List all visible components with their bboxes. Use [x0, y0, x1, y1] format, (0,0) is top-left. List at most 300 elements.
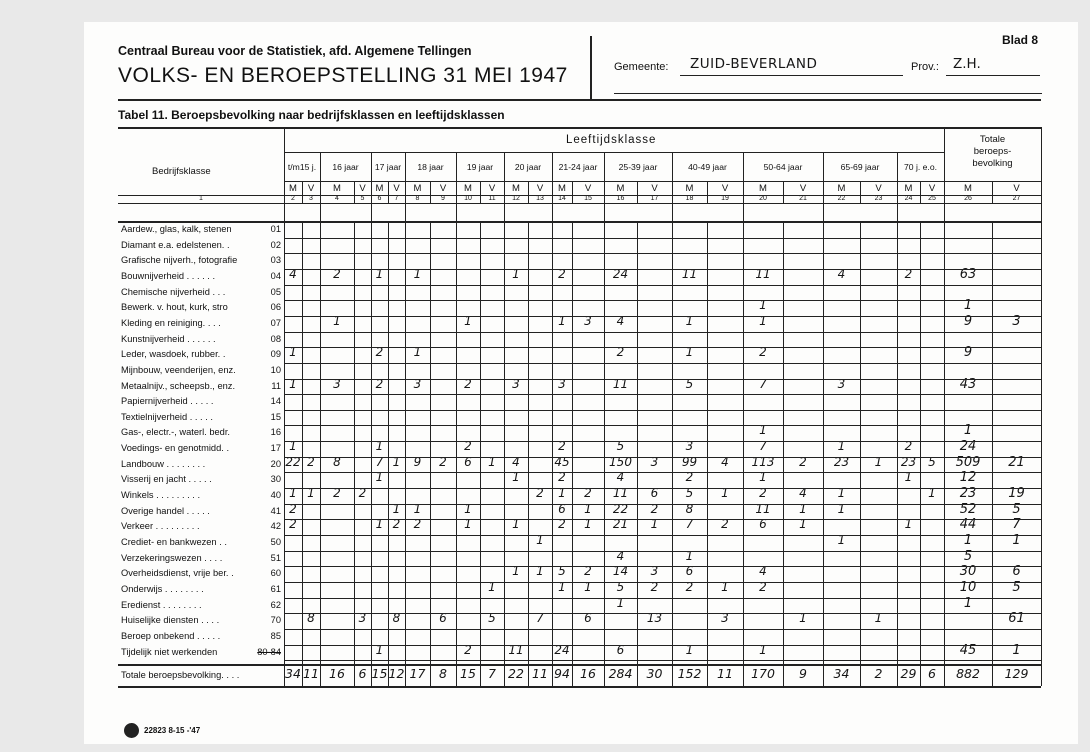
sex-label-v: V [928, 183, 936, 194]
total-value: 30 [646, 666, 663, 682]
cell-value: 1 [289, 486, 297, 501]
cell-value: 6 [759, 517, 767, 532]
cell-value: 11 [755, 501, 771, 516]
column-number: 17 [650, 195, 659, 202]
cell-value: 1 [685, 548, 694, 563]
cell-value: 2 [375, 376, 384, 391]
row-code: 07 [270, 317, 281, 328]
bureau-line: Centraal Bureau voor de Statistiek, afd. Algemene Tellingen [118, 44, 472, 58]
row-label: Bewerk. v. hout, kurk, stro [121, 302, 228, 313]
table-rule-h [284, 253, 1041, 254]
cell-value: 1 [307, 486, 315, 501]
sex-label-m: M [558, 183, 566, 194]
row-code: 16 [270, 427, 281, 438]
cell-value: 2 [904, 439, 913, 454]
row-code: 61 [270, 583, 281, 594]
column-number: 2 [291, 195, 295, 202]
sex-label-m: M [685, 183, 694, 194]
row-code: 14 [270, 396, 281, 407]
cell-value: 2 [307, 454, 315, 469]
table-rule-h [284, 379, 1041, 380]
table-rule-v [860, 181, 861, 203]
row-label: Textielnijverheid . . . . . [121, 411, 213, 422]
table-rule-h [118, 127, 1041, 129]
cell-value: 23 [900, 454, 917, 469]
cell-value: 5 [616, 439, 625, 454]
row-code: 70 [270, 615, 281, 626]
cell-value: 3 [512, 376, 520, 391]
cell-value: 1 [584, 517, 592, 532]
row-code: 10 [270, 364, 281, 375]
cell-value: 1 [963, 533, 973, 548]
table-rule-h [284, 363, 1041, 364]
row-label: Verkeer . . . . . . . . . [121, 521, 200, 532]
column-number: 20 [759, 195, 767, 202]
row-code: 11 [271, 380, 281, 391]
cell-value: 1 [536, 533, 544, 547]
row-code: 42 [270, 521, 281, 532]
cell-value: 1 [799, 517, 807, 532]
cell-value: 13 [646, 611, 663, 626]
cell-value: 14 [612, 564, 629, 579]
gemeente-value: ZUID-BEVERLAND [690, 56, 818, 72]
table-rule-v [388, 181, 389, 203]
cell-value: 4 [721, 454, 729, 469]
cell-value: 4 [616, 470, 625, 485]
age-group-label: 65-69 jaar [840, 162, 880, 172]
age-group-header: Leeftijdsklasse [566, 134, 657, 146]
column-number: 27 [1012, 195, 1021, 202]
age-group-label: t/m15 j. [287, 162, 317, 172]
cell-value: 2 [759, 486, 767, 501]
cell-value: 6 [439, 611, 447, 626]
table-rule-v [572, 222, 573, 686]
cell-value: 2 [464, 642, 472, 657]
cell-value: 2 [685, 579, 694, 594]
row-label: Huiselijke diensten . . . . [121, 615, 220, 626]
column-number: 4 [335, 195, 339, 202]
row-code: 51 [270, 552, 281, 563]
row-code: 15 [270, 411, 281, 422]
column-number: 5 [360, 195, 365, 202]
cell-value: 1 [904, 517, 913, 532]
sex-label-m: M [464, 183, 472, 194]
cell-value: 150 [609, 454, 632, 469]
table-rule-v [572, 181, 573, 203]
total-value: 11 [303, 666, 319, 682]
cell-value: 24 [959, 439, 977, 455]
total-value: 16 [580, 666, 596, 682]
cell-value: 6 [464, 454, 472, 469]
total-value: 22 [508, 666, 524, 682]
cell-value: 1 [1012, 642, 1021, 658]
cell-value: 1 [837, 501, 846, 516]
cell-value: 2 [289, 501, 297, 516]
cell-value: 2 [558, 266, 566, 281]
cell-value: 5 [1012, 501, 1021, 517]
cell-value: 63 [959, 266, 977, 282]
table-rule-h [284, 269, 1041, 270]
table-rule-h [284, 332, 1041, 333]
table-rule-h [284, 394, 1041, 395]
cell-value: 1 [759, 313, 767, 328]
row-label: Verzekeringswezen . . . . [121, 552, 223, 563]
table-rule-v [504, 152, 505, 686]
total-value: 129 [1004, 666, 1029, 682]
table-rule-h [284, 613, 1041, 614]
gemeente-label: Gemeente: [614, 61, 669, 73]
cell-value: 1 [464, 501, 472, 516]
table-rule-h [284, 488, 1041, 489]
table-rule-h [284, 645, 1041, 646]
cell-value: 4 [616, 548, 625, 563]
table-rule-v [354, 181, 355, 203]
row-label: Winkels . . . . . . . . . [121, 490, 201, 501]
cell-value: 6 [558, 501, 566, 516]
table-rule-v [456, 152, 457, 686]
row-label: Tijdelijk niet werkenden [121, 646, 218, 657]
cell-value: 5 [963, 548, 973, 564]
column-number: 24 [904, 195, 913, 202]
cell-value: 2 [289, 517, 297, 532]
cell-value: 1 [488, 579, 496, 594]
cell-value: 1 [685, 313, 694, 328]
row-label: Diamant e.a. edelstenen. . [121, 239, 230, 250]
cell-value: 45 [959, 642, 977, 658]
table-rule-h [284, 181, 1041, 182]
row-label: Bouwnijverheid . . . . . . [121, 270, 216, 281]
total-row-label: Totale beroepsbevolking. . . . [121, 670, 240, 681]
row-code: 09 [270, 349, 281, 360]
cell-value: 1 [837, 486, 846, 501]
sex-label-m: M [413, 183, 422, 194]
cell-value: 1 [375, 470, 384, 485]
cell-value: 1 [558, 313, 566, 328]
cell-value: 2 [584, 486, 592, 501]
sex-label-v: V [536, 183, 544, 194]
table-rule-v [1041, 127, 1042, 686]
table-rule-v [354, 222, 355, 686]
blad-label: Blad 8 [1002, 33, 1039, 47]
total-value: 16 [329, 666, 345, 682]
total-value: 8 [439, 666, 447, 682]
table-rule-v [860, 222, 861, 686]
cell-value: 1 [799, 611, 807, 626]
table-rule-h [284, 472, 1041, 473]
cell-value: 24 [612, 266, 629, 281]
table-rule-v [920, 222, 921, 686]
row-code: 04 [270, 270, 281, 281]
industry-header: Bedrijfsklasse [152, 166, 211, 177]
total-value: 94 [554, 666, 570, 682]
row-label: Voedings- en genotmidd. . [121, 443, 230, 454]
cell-value: 2 [536, 486, 544, 501]
column-number: 23 [874, 195, 883, 202]
cell-value: 2 [333, 486, 341, 501]
cell-value: 5 [616, 579, 625, 594]
cell-value: 1 [289, 345, 297, 360]
cell-value: 3 [333, 376, 341, 391]
cell-value: 1 [759, 423, 767, 438]
cell-value: 44 [959, 517, 977, 533]
cell-value: 5 [558, 564, 566, 579]
sex-label-v: V [651, 183, 658, 194]
sex-label-v: V [584, 183, 592, 194]
row-label: Kleding en reiniging. . . . [121, 317, 221, 328]
cell-value: 6 [685, 564, 694, 579]
table-rule-h [118, 221, 1041, 223]
table-rule-v [388, 222, 389, 686]
cell-value: 2 [439, 454, 447, 469]
table-rule-h [284, 598, 1041, 599]
table-rule-h [284, 629, 1041, 630]
column-number: 16 [616, 195, 625, 202]
sex-label-v: V [721, 183, 729, 194]
row-code: 85 [270, 630, 281, 641]
total-header-line: bevolking [972, 158, 1013, 169]
table-rule-h [284, 152, 944, 153]
table-rule-h [284, 441, 1041, 442]
row-label: Metaalnijv., scheepsb., enz. [121, 380, 236, 391]
table-rule-h [284, 410, 1041, 411]
table-rule-v [480, 222, 481, 686]
cell-value: 22 [612, 501, 629, 516]
total-value: 17 [409, 666, 426, 682]
row-code: 30 [270, 474, 281, 485]
cell-value: 11 [681, 266, 698, 281]
cell-value: 8 [392, 611, 401, 626]
age-group-label: 17 jaar [374, 162, 402, 172]
row-label: Aardew., glas, kalk, stenen [121, 224, 232, 234]
age-group-label: 21-24 jaar [558, 162, 598, 172]
column-number: 22 [837, 195, 846, 202]
table-rule-v [405, 152, 406, 686]
total-value: 152 [677, 666, 702, 682]
column-number: 25 [928, 195, 936, 202]
table-rule-h [284, 347, 1041, 348]
cell-value: 2 [904, 266, 913, 281]
total-value: 6 [358, 666, 367, 682]
cell-value: 1 [799, 501, 807, 516]
cell-value: 1 [413, 501, 422, 516]
cell-value: 1 [837, 533, 846, 547]
row-code: 17 [270, 443, 281, 454]
cell-value: 1 [512, 564, 520, 579]
cell-value: 99 [681, 454, 698, 469]
table-rule-v [920, 181, 921, 203]
row-label: Beroep onbekend . . . . . [121, 630, 221, 641]
table-rule-h [118, 686, 1041, 688]
total-value: 284 [608, 666, 633, 682]
table-rule-v [371, 152, 372, 686]
cell-value: 3 [358, 611, 367, 626]
sex-label-m: M [333, 183, 341, 194]
total-value: 34 [833, 666, 850, 682]
table-rule-h [118, 203, 1041, 204]
age-group-label: 16 jaar [332, 162, 359, 172]
cell-value: 52 [959, 501, 977, 517]
table-rule-h [118, 195, 284, 196]
table-rule-v [528, 222, 529, 686]
sex-label-m: M [512, 183, 520, 194]
cell-value: 1 [289, 376, 297, 391]
row-label: Mijnbouw, veenderijen, enz. [121, 364, 236, 375]
age-group-label: 40-49 jaar [688, 162, 727, 172]
sex-label-v: V [488, 183, 496, 194]
cell-value: 1 [413, 345, 422, 360]
row-code: 62 [270, 599, 281, 610]
cell-value: 2 [558, 470, 566, 485]
cell-value: 509 [955, 454, 981, 470]
sex-label-m: M [289, 183, 297, 194]
cell-value: 9 [963, 345, 973, 361]
column-number: 21 [799, 195, 807, 202]
row-label: Gas-, electr.-, waterl. bedr. [121, 427, 231, 438]
cell-value: 2 [392, 517, 401, 532]
row-code: 80-84 [257, 646, 281, 657]
sex-label-v: V [439, 183, 447, 194]
row-code: 01 [270, 224, 281, 234]
cell-value: 3 [837, 376, 846, 391]
table-rule-v [944, 127, 945, 686]
cell-value: 12 [959, 470, 977, 486]
cell-value: 1 [392, 454, 401, 469]
table-rule-h [284, 195, 1041, 196]
cell-value: 1 [536, 564, 544, 579]
cell-value: 1 [616, 595, 625, 610]
cell-value: 113 [751, 454, 775, 469]
cell-value: 4 [759, 564, 767, 579]
row-label: Overige handel . . . . . [121, 505, 210, 516]
cell-value: 4 [799, 486, 807, 501]
cell-value: 1 [874, 454, 883, 469]
cell-value: 1 [558, 579, 566, 594]
column-number: 8 [415, 195, 420, 202]
table-rule-h [284, 519, 1041, 520]
row-code: 20 [270, 458, 281, 469]
cell-value: 1 [413, 266, 422, 281]
table-rule-v [430, 181, 431, 203]
cell-value: 5 [685, 486, 694, 501]
cell-value: 1 [904, 470, 913, 485]
cell-value: 1 [837, 439, 846, 454]
row-code: 08 [270, 333, 281, 344]
stamp-seal-icon [124, 723, 139, 738]
cell-value: 8 [307, 611, 315, 626]
age-group-label: 19 jaar [466, 162, 494, 172]
prov-label: Prov.: [911, 61, 939, 73]
cell-value: 5 [928, 454, 936, 469]
form-title: VOLKS- EN BEROEPSTELLING 31 MEI 1947 [118, 64, 568, 87]
cell-value: 1 [759, 470, 767, 485]
table-rule-v [480, 181, 481, 203]
table-rule-v [302, 181, 303, 203]
table-rule-h [284, 316, 1041, 317]
age-group-label: 20 jaar [514, 162, 542, 172]
cell-value: 1 [1012, 533, 1021, 548]
cell-value: 4 [289, 266, 297, 281]
table-rule-h [284, 425, 1041, 426]
prov-value: Z.H. [953, 56, 981, 72]
age-group-label: 70 j. e.o. [904, 162, 937, 172]
cell-value: 2 [759, 345, 767, 360]
cell-value: 1 [685, 642, 694, 657]
column-number: 19 [721, 195, 729, 202]
table-rule-v [637, 181, 638, 203]
cell-value: 11 [612, 376, 629, 391]
table-title: Tabel 11. Beroepsbevolking naar bedrijfsklassen en leeftijdsklassen [118, 108, 505, 122]
table-rule-h [284, 285, 1041, 286]
sex-label-m: M [904, 183, 913, 194]
table-rule-h [284, 566, 1041, 567]
row-code: 41 [270, 505, 281, 516]
row-label: Visserij en jacht . . . . . [121, 474, 212, 485]
cell-value: 11 [755, 266, 771, 281]
table-rule-v [430, 222, 431, 686]
cell-value: 1 [512, 266, 520, 281]
cell-value: 1 [488, 454, 496, 469]
cell-value: 23 [833, 454, 850, 469]
sex-label-m: M [375, 183, 384, 194]
row-code: 06 [270, 302, 281, 313]
cell-value: 4 [512, 454, 520, 469]
cell-value: 2 [464, 439, 472, 454]
cell-value: 1 [289, 439, 297, 454]
cell-value: 2 [464, 376, 472, 391]
column-number: 10 [464, 195, 472, 202]
cell-value: 1 [464, 517, 472, 532]
column-number: 6 [377, 195, 382, 202]
row-label: Leder, wasdoek, rubber. . [121, 349, 226, 360]
table-rule-v [302, 222, 303, 686]
table-rule-v [707, 222, 708, 686]
table-rule-h [284, 238, 1041, 239]
cell-value: 2 [650, 579, 659, 594]
cell-value: 1 [685, 345, 694, 360]
sex-label-v: V [1013, 183, 1020, 194]
sex-label-v: V [875, 183, 882, 194]
cell-value: 21 [612, 517, 629, 532]
column-number: 9 [441, 195, 445, 202]
row-code: 40 [270, 490, 281, 501]
cell-value: 6 [616, 642, 625, 657]
row-label: Eredienst . . . . . . . . [121, 599, 202, 610]
row-code: 05 [270, 286, 281, 297]
cell-value: 2 [375, 345, 384, 360]
cell-value: 7 [536, 611, 544, 626]
cell-value: 45 [554, 454, 570, 469]
cell-value: 19 [1008, 486, 1025, 502]
cell-value: 61 [1008, 611, 1025, 627]
row-code: 60 [270, 568, 281, 579]
table-rule-h [284, 582, 1041, 583]
cell-value: 2 [759, 579, 767, 594]
cell-value: 1 [584, 579, 592, 594]
total-value: 2 [874, 666, 883, 682]
total-value: 9 [799, 666, 807, 682]
column-number: 1 [199, 195, 203, 202]
table-rule-v [284, 127, 285, 686]
age-group-label: 18 jaar [417, 162, 444, 172]
cell-value: 2 [799, 454, 807, 469]
total-header-line: Totale [979, 134, 1006, 145]
total-value: 170 [751, 666, 775, 682]
column-number: 13 [536, 195, 544, 202]
cell-value: 21 [1008, 454, 1025, 470]
total-value: 29 [900, 666, 917, 682]
sex-label-v: V [393, 183, 400, 194]
cell-value: 1 [650, 517, 659, 532]
